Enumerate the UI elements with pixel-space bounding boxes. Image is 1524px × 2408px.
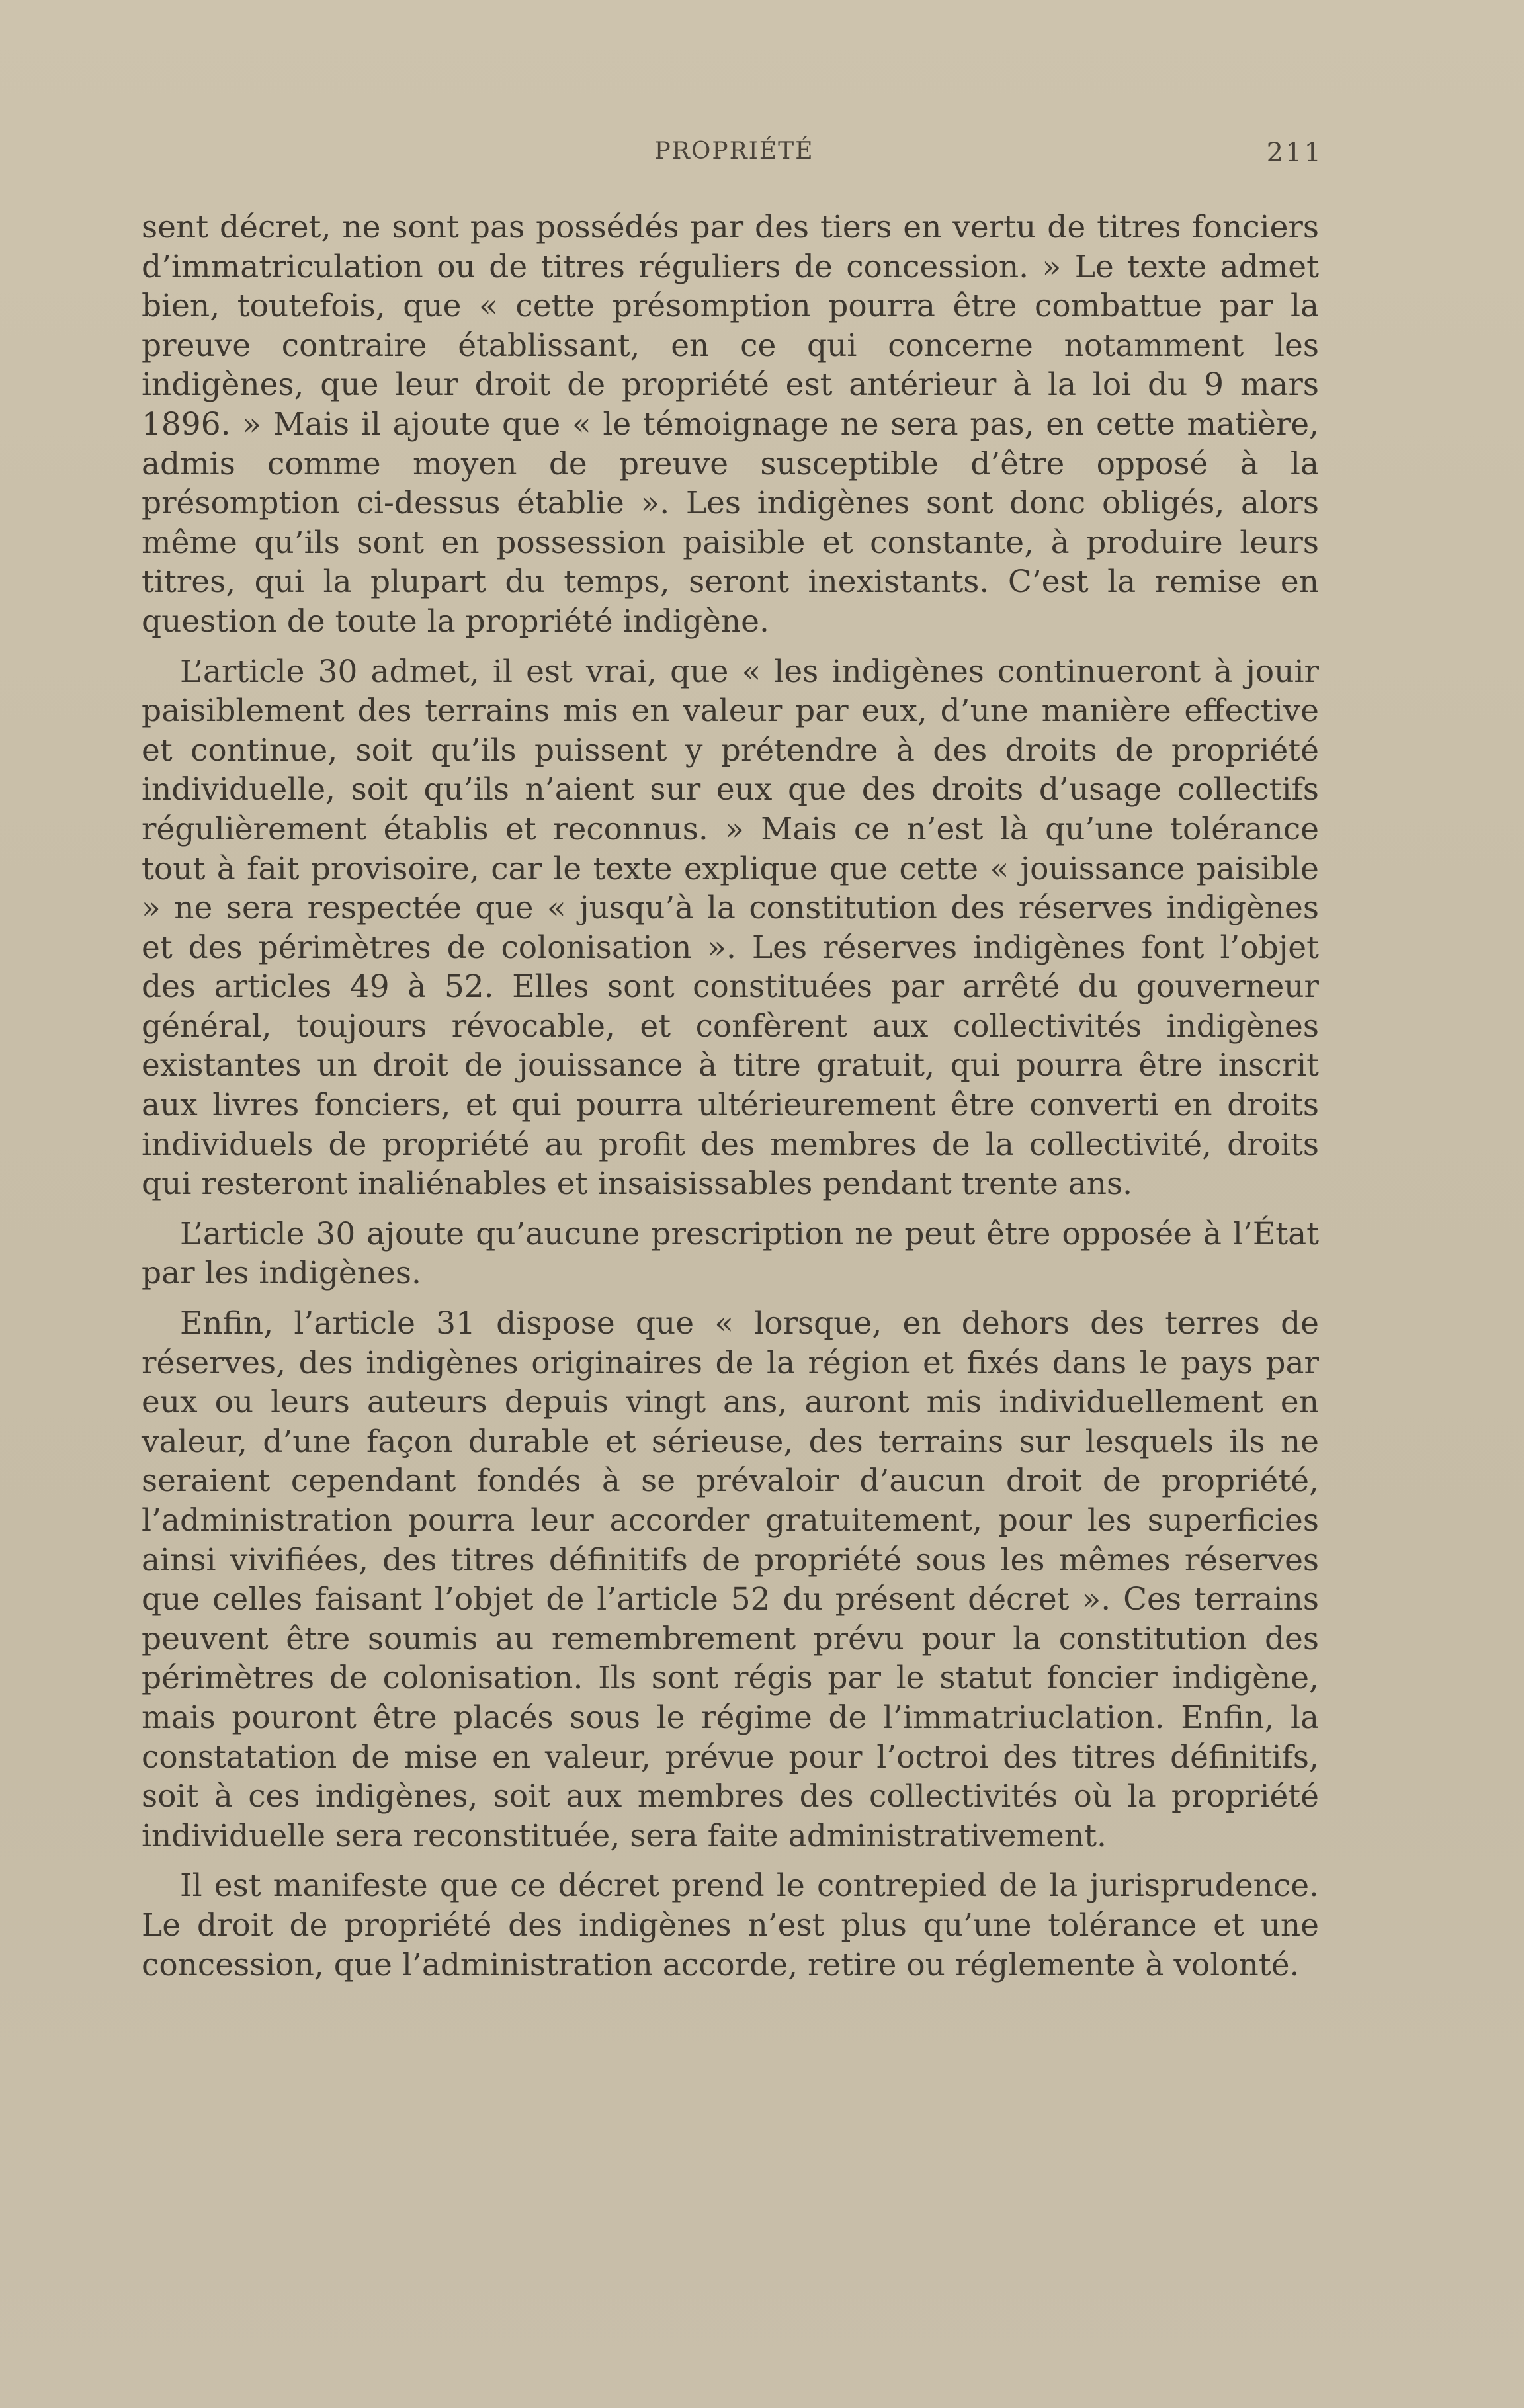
running-title: PROPRIÉTÉ — [654, 138, 814, 165]
paragraph-2: L’article 30 admet, il est vrai, que « les indigènes continueront à jouir paisiblement des terrains mis en valeur par eux, d’une manière effective et continue, soit qu’ils puissent y prétendre à des droits de propriété individuelle, soit qu’ils n’aient sur eux que des droits d’usage collectifs régulièrement établis et reconnus. » Mais ce n’est là qu’une tolérance tout à fait provisoire, car le texte explique que cette « jouissance paisible » ne sera respectée que « jusqu’à la constitution des réserves indigènes et des périmètres de colonisation ». Les réserves indigènes font l’objet des articles 49 à 52. Elles sont constituées par arrêté du gouverneur général, toujours révocable, et confèrent aux collectivités indigènes existantes un droit de jouissance à titre gratuit, qui pourra être inscrit aux livres fonciers, et qui pourra ultérieurement être converti en droits individuels de propriété au profit des membres de la collectivité, droits qui resteront inaliénables et insaisissables pendant trente ans. — [142, 653, 1319, 1203]
running-head — [146, 138, 1323, 169]
page-number: 211 — [1266, 138, 1323, 168]
paragraph-5: Il est manifeste que ce décret prend le contrepied de la jurisprudence. Le droit de propriété des indigènes n’est plus qu’une tolérance et une concession, que l’administration accorde, retire ou réglemente à volonté. — [142, 1868, 1319, 1983]
paragraph-3: L’article 30 ajoute qu’aucune prescription ne peut être opposée à l’État par les indigènes. — [142, 1215, 1319, 1292]
paragraph-4: Enfin, l’article 31 dispose que « lorsque, en dehors des terres de réserves, des indigènes originaires de la région et fixés dans le pays par eux ou leurs auteurs depuis vingt ans, auront mis individuellement en valeur, d’une façon durable et sérieuse, des terrains sur lesquels ils ne seraient cependant fondés à se prévaloir d’aucun droit de propriété, l’administration pourra leur accorder gratuitement, pour les superficies ainsi vivifiées, des titres définitifs de propriété sous les mêmes réserves que celles faisant l’objet de l’article 52 du présent décret ». Ces terrains peuvent être soumis au remembrement prévu pour la constitution des périmètres de colonisation. Ils sont régis par le statut foncier indigène, mais pouront être placés sous le régime de l’immatriuclation. Enfin, la constatation de mise en valeur, prévue pour l’octroi des titres définitifs, soit à ces indigènes, soit aux membres des collectivités où la propriété individuelle sera reconstituée, sera faite administrativement. — [142, 1305, 1319, 1854]
body-text — [142, 208, 1319, 1995]
paragraph-1: sent décret, ne sont pas possédés par des tiers en vertu de titres fonciers d’immatriculation ou de titres réguliers de concession. » Le texte admet bien, toutefois, que « cette présomption pourra être combattue par la preuve contraire établissant, en ce qui concerne notamment les indigènes, que leur droit de propriété est antérieur à la loi du 9 mars 1896. » Mais il ajoute que « le témoignage ne sera pas, en cette matière, admis comme moyen de preuve susceptible d’être opposé à la présomption ci-dessus établie ». Les indigènes sont donc obligés, alors même qu’ils sont en possession paisible et constante, à produire leurs titres, qui la plupart du temps, seront inexistants. C’est la remise en question de toute la propriété indigène. — [142, 209, 1319, 640]
